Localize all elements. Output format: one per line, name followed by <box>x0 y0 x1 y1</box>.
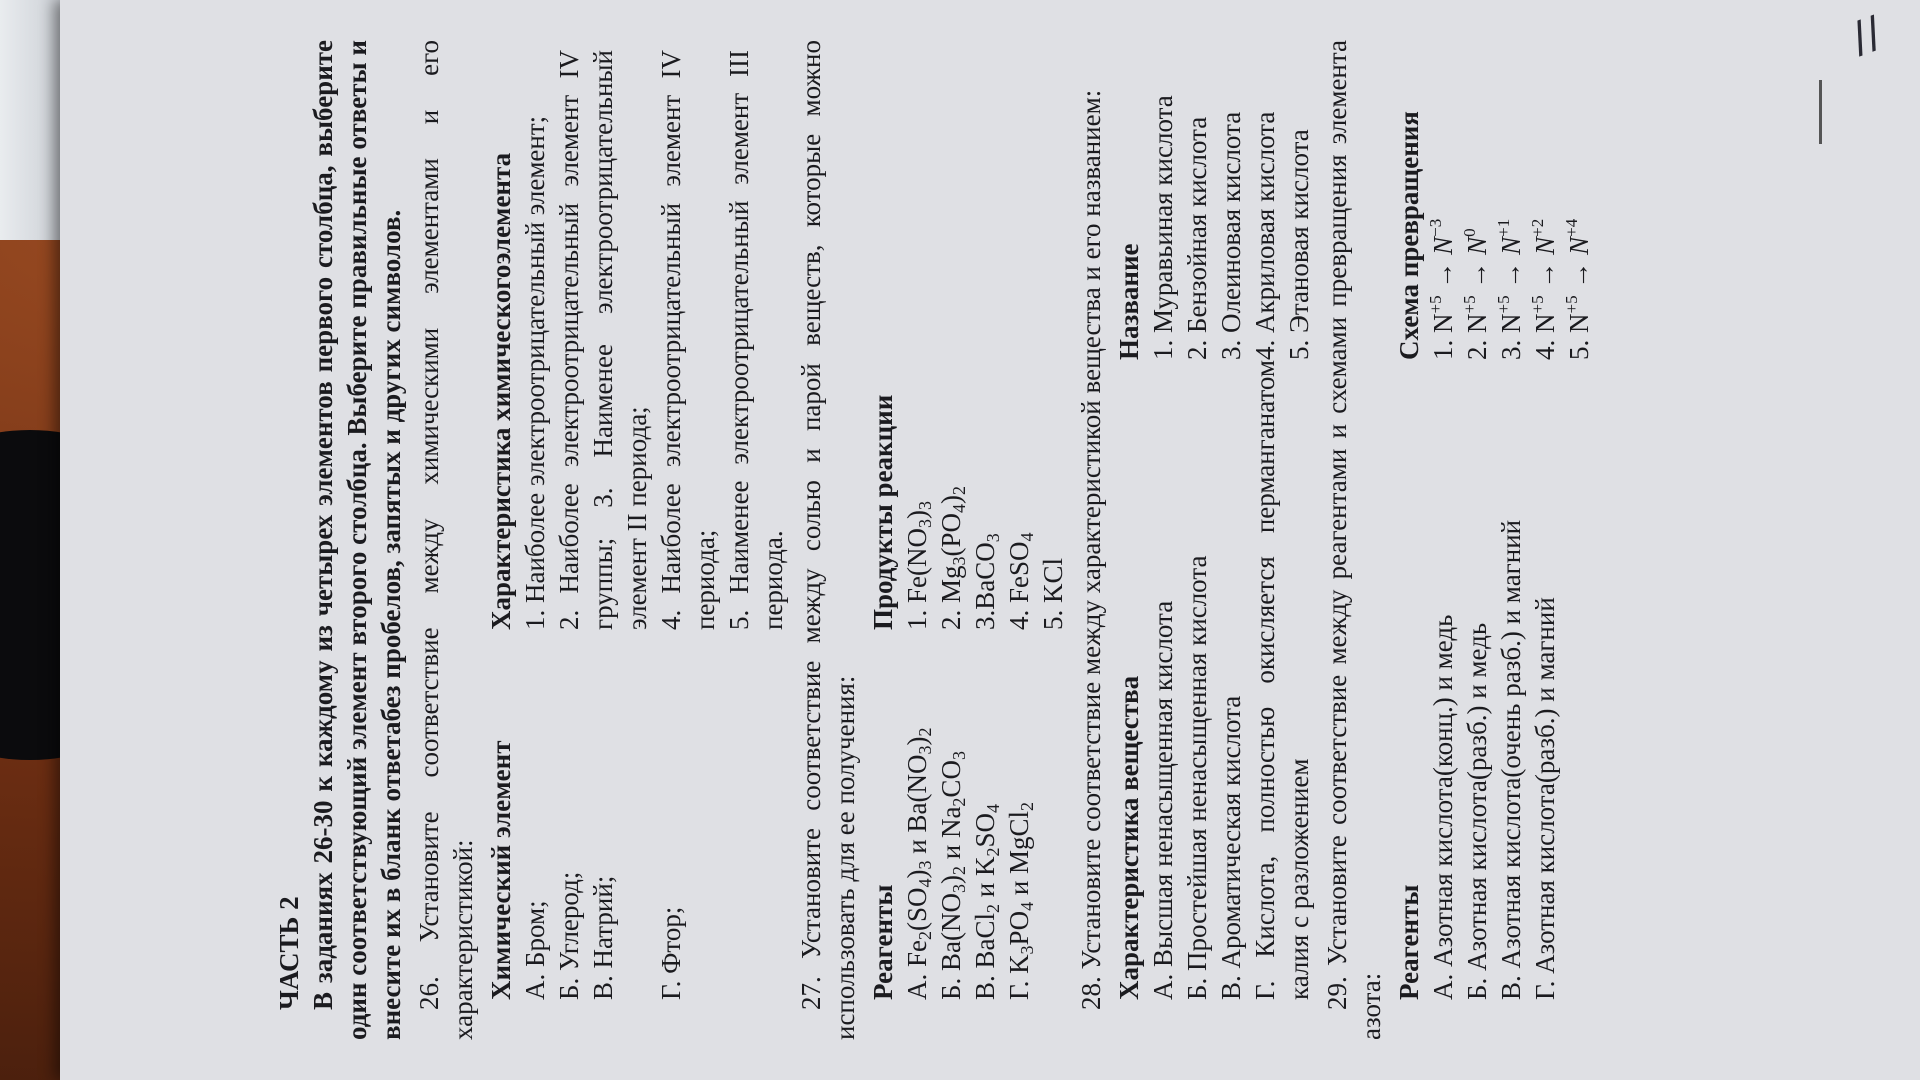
task-27-right-item: 5. KCl <box>1038 557 1068 630</box>
task-26-left-column <box>484 630 790 1040</box>
task-28-heading: 28. Установите соответствие между характеристикой вещества и его названием: <box>1076 89 1106 1010</box>
task-28-right-item: 2. Бензойная кислота <box>1182 116 1212 360</box>
paper-sheet <box>60 0 1920 1080</box>
task-28-right-item: 3. Олеиновая кислота <box>1216 111 1246 360</box>
task-26-right-item: 5. Наименее электроотрицательный элемент III периода. <box>724 50 788 630</box>
task-29-left-item: А. Азотная кислота(конц.) и медь <box>1428 614 1458 1000</box>
task-27-right-item: 2. $Mg_3(PO_4)_2$ <box>936 485 969 630</box>
task-27-left-item: Б. $Ba(NO_3)_2$ и $Na_2CO_3$ <box>936 751 969 1000</box>
task-27-right-item: 3.BaCO$_3$ <box>970 533 1003 630</box>
task-28-right-item: 1. Муравьиная кислота <box>1148 95 1178 360</box>
task-26-right-item: 2. Наиболее электроотрицательный элемент IV группы; 3. Наименее электроотрицательный элемент II периода; <box>554 50 652 630</box>
task-29-right-item: 3. $N^{+5} \to N^{+1}$ <box>1494 218 1526 360</box>
task-26-left-item: А. Бром; <box>520 900 550 1000</box>
task-29-heading: 29. Установите соответствие между реагентами и схемами превращения элемента азота: <box>1322 40 1386 1040</box>
task-26-left-item: Г. Фтор; <box>656 906 686 1000</box>
rotated-page <box>272 40 1594 1040</box>
task-29-right-item: 1. $N^{+5} \to N^{-3}$ <box>1426 218 1458 360</box>
task-28-left-item: В. Ароматическая кислота <box>1216 695 1246 1000</box>
task-29-right-header: Схема превращения <box>1394 111 1424 360</box>
task-29-left-column <box>1392 360 1596 1040</box>
task-27-right-header: Продукты реакции <box>868 394 898 630</box>
task-27-heading: 27. Установите соответствие между солью и парой веществ, которые можно использовать для ее получения: <box>796 40 860 1040</box>
task-28-left-column <box>1112 360 1316 1040</box>
task-29-right-item: 4. $N^{+5} \to N^{+2}$ <box>1528 218 1560 360</box>
task-28-left-header: Характеристика вещества <box>1114 675 1144 1000</box>
task-27-table <box>866 40 1070 1040</box>
task-29-left-item: Б. Азотная кислота(разб.) и медь <box>1462 622 1492 1000</box>
task-28-right-item: 4. Акриловая кислота <box>1250 111 1280 360</box>
task-27-left-item: В. BaCl$_2$ и $K_2SO_4$ <box>970 804 1003 1000</box>
task-29-right-item: 5. $N^{+5} \to N^{+4}$ <box>1562 218 1594 360</box>
task-29-right-item: 2. $N^{+5} \to N^0$ <box>1460 228 1492 360</box>
pen-tick <box>1819 80 1822 144</box>
task-29-table <box>1392 40 1596 1040</box>
task-27-left-header: Реагенты <box>868 884 898 1000</box>
task-26-right-item: 1. Наиболее электроотрицательный элемент; <box>520 115 550 630</box>
task-28-right-item: 5. Этановая кислота <box>1284 129 1314 360</box>
task-26-right-header: Характеристика химическогоэлемента <box>486 152 516 630</box>
task-27-right-item: 4. FeSO$_4$ <box>1004 532 1037 630</box>
task-29-right-column <box>1392 40 1596 360</box>
task-28-right-header: Название <box>1114 243 1144 360</box>
task-29-left-item: Г. Азотная кислота(разб.) и магний <box>1530 597 1560 1000</box>
task-29-left-item: В. Азотная кислота(очень разб.) и магний <box>1496 519 1526 1000</box>
part-title: ЧАСТЬ 2 <box>274 896 304 1010</box>
task-26-left-item: Б. Углерод; <box>554 871 584 1000</box>
task-26-table <box>484 40 790 1040</box>
task-26-right-item: 4. Наиболее электроотрицательный элемент IV периода; <box>656 50 720 630</box>
task-27-left-column <box>866 630 1070 1040</box>
task-29-left-header: Реагенты <box>1394 884 1424 1000</box>
task-28-left-item: Г. Кислота, полностью окисляется перманганатом калия с разложением <box>1250 360 1314 1000</box>
task-26-heading: 26. Установите соответствие между химическими элементами и его характеристикой: <box>414 40 478 1040</box>
task-26-left-header: Химический элемент <box>486 740 516 1000</box>
pen-mark: // <box>1844 6 1888 63</box>
task-26-right-column <box>484 40 790 630</box>
task-28-left-item: А. Высшая ненасыщенная кислота <box>1148 600 1178 1000</box>
task-28-table <box>1112 40 1316 1040</box>
task-28-right-column <box>1112 40 1316 360</box>
task-27-right-column <box>866 40 1070 630</box>
task-26-left-item: В. Натрий; <box>588 875 618 1000</box>
task-27-left-item: А. $Fe_2(SO_4)_3$ и $Ba(NO_3)_2$ <box>902 727 935 1000</box>
task-28-left-item: Б. Простейшая ненасыщенная кислота <box>1182 555 1212 1000</box>
task-27-right-item: 1. $Fe(NO_3)_3$ <box>902 501 935 630</box>
instructions: В заданиях 26-30 к каждому из четырех элементов первого столбца, выберите один соответствующий элемент второго столбца. Выберите правильные ответы и внесите их в бланк ответабез пробелов, запятых и других символов. <box>308 40 406 1040</box>
task-27-left-item: Г. $K_3PO_4$ и MgCl$_2$ <box>1004 801 1037 1000</box>
